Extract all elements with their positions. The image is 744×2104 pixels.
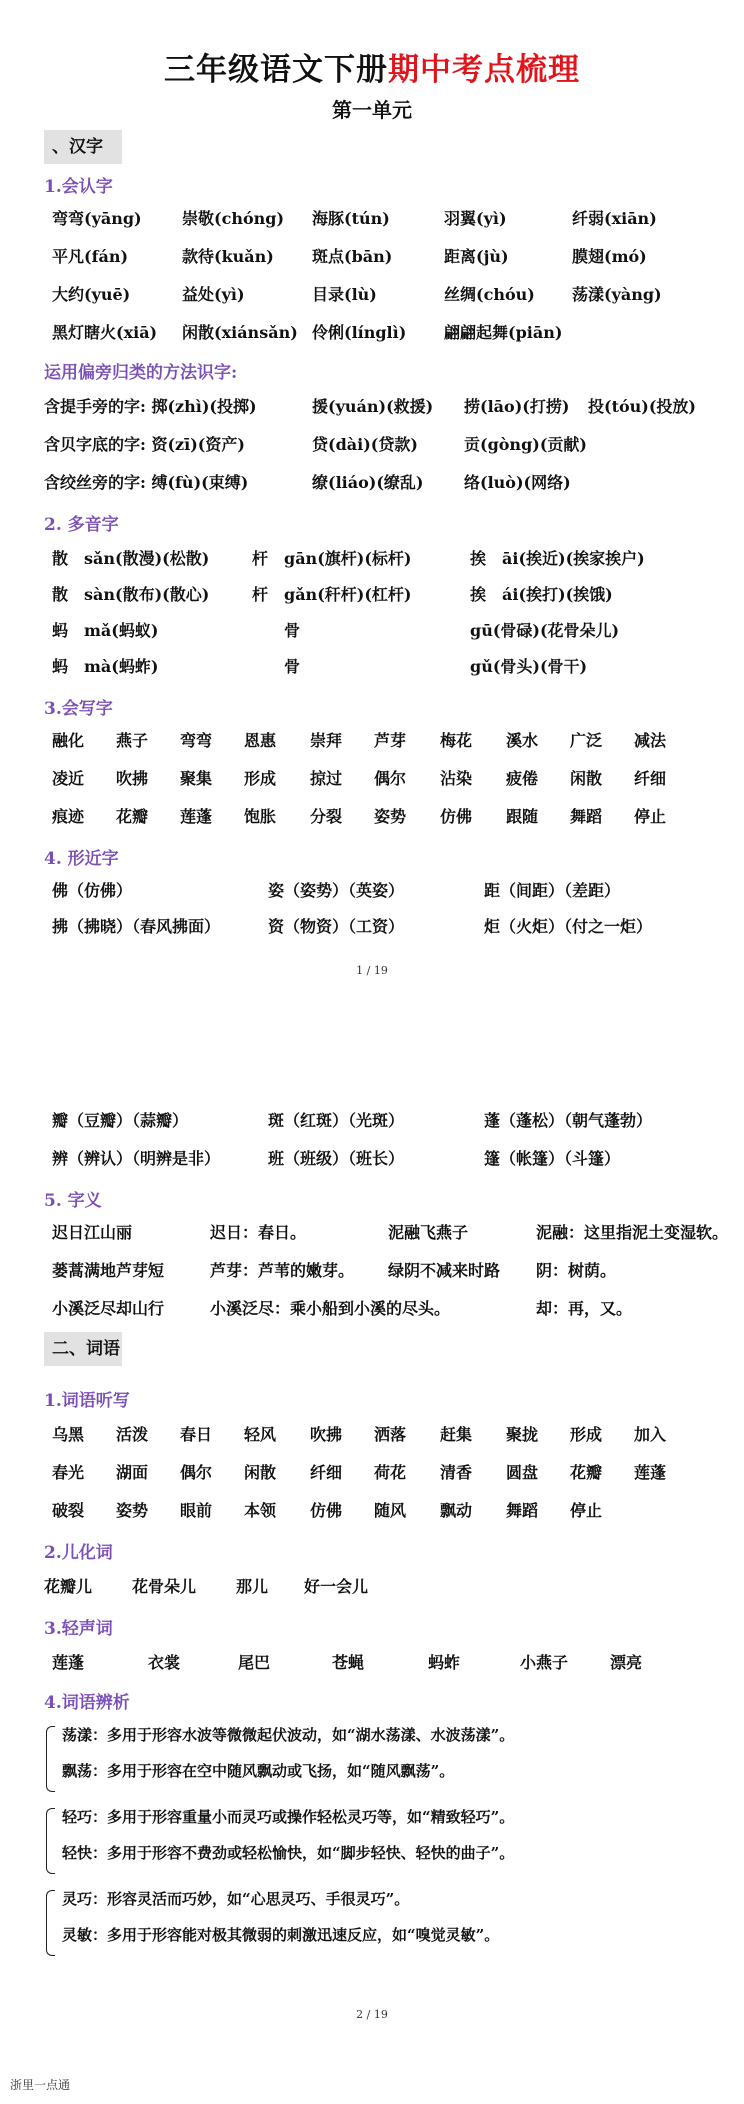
polyphone-entry: 杆 (252, 549, 269, 568)
word-distinction-entry: 荡漾：多用于形容水波等微微起伏波动，如“湖水荡漾、水波荡漾”。 (62, 1726, 515, 1744)
dictation-word: 加入 (634, 1425, 667, 1444)
word-with-pinyin: 大约(yuē) (52, 285, 131, 304)
dictation-word: 本领 (244, 1501, 277, 1520)
polyphone-entry: 挨 (470, 585, 487, 604)
page-title (0, 44, 744, 89)
brace-bracket (46, 1890, 55, 1956)
meaning-entry: 芦芽：芦苇的嫩芽。 (210, 1261, 355, 1280)
writing-word: 梅花 (440, 731, 473, 750)
polyphone-entry: 蚂 (52, 657, 69, 676)
subheading-bianxi: 4.词语辨析 (44, 1693, 130, 1713)
erhua-word: 花骨朵儿 (132, 1577, 197, 1596)
polyphone-entry: 挨 (470, 549, 487, 568)
writing-word: 莲蓬 (180, 807, 213, 826)
word-with-pinyin: 羽翼(yì) (444, 209, 507, 228)
meaning-entry: 绿阴不减来时路 (388, 1261, 501, 1280)
similar-char-entry: 炬（火炬）（付之一炬） (484, 917, 653, 936)
word-with-pinyin: 款待(kuǎn) (182, 247, 274, 266)
radical-group-entry: 缭(liáo)(缭乱) (312, 473, 424, 492)
watermark: 浙里一点通 (10, 2078, 71, 2092)
brace-bracket (46, 1808, 55, 1874)
writing-word: 芦芽 (374, 731, 407, 750)
brace-bracket (46, 1726, 55, 1792)
meaning-entry: 阴：树荫。 (536, 1261, 617, 1280)
meaning-entry: 小溪泛尽却山行 (52, 1299, 165, 1318)
dictation-word: 赶集 (440, 1425, 473, 1444)
subheading-pianpang: 运用偏旁归类的方法识字: (44, 363, 238, 383)
polyphone-entry: mǎ(蚂蚁) (84, 621, 159, 640)
dictation-word: 莲蓬 (634, 1463, 667, 1482)
writing-word: 疲倦 (506, 769, 539, 788)
polyphone-entry: 杆 (252, 585, 269, 604)
writing-word: 崇拜 (310, 731, 343, 750)
word-with-pinyin: 丝绸(chóu) (444, 285, 535, 304)
dictation-word: 圆盘 (506, 1463, 539, 1482)
unit-subtitle: 第一单元 (332, 98, 412, 122)
similar-char-entry: 佛（仿佛） (52, 881, 133, 900)
dictation-word: 姿势 (116, 1501, 149, 1520)
writing-word: 吹拂 (116, 769, 149, 788)
word-distinction-entry: 飘荡：多用于形容在空中随风飘动或飞扬，如“随风飘荡”。 (62, 1762, 455, 1780)
section-heading-hanzi: 、汉字 (44, 130, 122, 164)
polyphone-entry: 骨 (284, 657, 301, 676)
writing-word: 闲散 (570, 769, 603, 788)
similar-char-entry: 瓣（豆瓣）（蒜瓣） (52, 1111, 189, 1130)
subheading-qingsheng: 3.轻声词 (44, 1619, 113, 1639)
meaning-entry: 迟日：春日。 (210, 1223, 307, 1242)
light-tone-word: 衣裳 (148, 1653, 181, 1672)
word-distinction-entry: 灵巧：形容灵活而巧妙，如“心思灵巧、手很灵巧”。 (62, 1890, 410, 1908)
dictation-word: 眼前 (180, 1501, 213, 1520)
word-with-pinyin: 益处(yì) (182, 285, 245, 304)
light-tone-word: 苍蝇 (332, 1653, 365, 1672)
radical-group-entry: 援(yuán)(救援) (312, 397, 434, 416)
similar-char-entry: 距（间距）（差距） (484, 881, 621, 900)
writing-word: 形成 (244, 769, 277, 788)
dictation-word: 舞蹈 (506, 1501, 539, 1520)
writing-word: 溪水 (506, 731, 539, 750)
meaning-entry: 却：再，又。 (536, 1299, 633, 1318)
dictation-word: 闲散 (244, 1463, 277, 1482)
page-number-2: 2 / 19 (356, 2008, 388, 2021)
dictation-word: 聚拢 (506, 1425, 539, 1444)
dictation-word: 荷花 (374, 1463, 407, 1482)
dictation-word: 形成 (570, 1425, 603, 1444)
writing-word: 分裂 (310, 807, 343, 826)
title-highlight: 期中考点梳理 (388, 52, 580, 88)
word-with-pinyin: 闲散(xiánsǎn) (182, 323, 298, 342)
dictation-word: 乌黑 (52, 1425, 85, 1444)
light-tone-word: 蚂蚱 (428, 1653, 461, 1672)
dictation-word: 洒落 (374, 1425, 407, 1444)
light-tone-word: 漂亮 (610, 1653, 643, 1672)
dictation-word: 仿佛 (310, 1501, 343, 1520)
writing-word: 掠过 (310, 769, 343, 788)
writing-word: 沾染 (440, 769, 473, 788)
meaning-entry: 迟日江山丽 (52, 1223, 133, 1242)
word-with-pinyin: 距离(jù) (444, 247, 509, 266)
radical-group-entry: 捞(lāo)(打捞) (464, 397, 570, 416)
word-with-pinyin: 膜翅(mó) (572, 247, 647, 266)
writing-word: 燕子 (116, 731, 149, 750)
dictation-word: 春日 (180, 1425, 213, 1444)
writing-word: 聚集 (180, 769, 213, 788)
writing-word: 跟随 (506, 807, 539, 826)
dictation-word: 吹拂 (310, 1425, 343, 1444)
word-with-pinyin: 崇敬(chóng) (182, 209, 285, 228)
subheading-huixiezi: 3.会写字 (44, 699, 113, 719)
writing-word: 纤细 (634, 769, 667, 788)
dictation-word: 破裂 (52, 1501, 85, 1520)
word-with-pinyin: 目录(lù) (312, 285, 377, 304)
similar-char-entry: 拂（拂晓）（春风拂面） (52, 917, 221, 936)
radical-group-entry: 贷(dài)(贷款) (312, 435, 418, 454)
polyphone-entry: gū(骨碌)(花骨朵儿) (470, 621, 620, 640)
writing-word: 弯弯 (180, 731, 213, 750)
polyphone-entry: 蚂 (52, 621, 69, 640)
word-with-pinyin: 伶俐(línglì) (312, 323, 407, 342)
title-main: 三年级语文下册 (164, 52, 388, 88)
subheading-erhua: 2.儿化词 (44, 1543, 113, 1563)
word-with-pinyin: 海豚(tún) (312, 209, 390, 228)
dictation-word: 活泼 (116, 1425, 149, 1444)
radical-group-entry: 络(luò)(网络) (464, 473, 571, 492)
dictation-word: 飘动 (440, 1501, 473, 1520)
erhua-word: 好一会儿 (304, 1577, 369, 1596)
word-with-pinyin: 弯弯(yāng) (52, 209, 142, 228)
writing-word: 仿佛 (440, 807, 473, 826)
erhua-word: 那儿 (236, 1577, 269, 1596)
polyphone-entry: gǎn(秆杆)(杠杆) (284, 585, 412, 604)
word-with-pinyin: 黑灯瞎火(xiā) (52, 323, 158, 342)
light-tone-word: 莲蓬 (52, 1653, 85, 1672)
meaning-entry: 泥融：这里指泥土变湿软。 (536, 1223, 729, 1242)
similar-char-entry: 篷（帐篷）（斗篷） (484, 1149, 621, 1168)
similar-char-entry: 姿（姿势）（英姿） (268, 881, 405, 900)
similar-char-entry: 斑（红斑）（光斑） (268, 1111, 405, 1130)
section-heading-ciyu: 二、词语 (44, 1332, 122, 1366)
word-with-pinyin: 荡漾(yàng) (572, 285, 662, 304)
dictation-word: 轻风 (244, 1425, 277, 1444)
polyphone-entry: mà(蚂蚱) (84, 657, 159, 676)
subheading-ziyi: 5. 字义 (44, 1191, 102, 1211)
polyphone-entry: gān(旗杆)(标杆) (284, 549, 412, 568)
writing-word: 偶尔 (374, 769, 407, 788)
erhua-word: 花瓣儿 (44, 1577, 93, 1596)
word-with-pinyin: 平凡(fán) (52, 247, 129, 266)
similar-char-entry: 蓬（蓬松）（朝气蓬勃） (484, 1111, 653, 1130)
subheading-huirenzi: 1.会认字 (44, 177, 113, 197)
dictation-word: 清香 (440, 1463, 473, 1482)
writing-word: 融化 (52, 731, 85, 750)
polyphone-entry: 骨 (284, 621, 301, 640)
meaning-entry: 泥融飞燕子 (388, 1223, 469, 1242)
writing-word: 痕迹 (52, 807, 85, 826)
writing-word: 姿势 (374, 807, 407, 826)
word-with-pinyin: 纤弱(xiān) (572, 209, 657, 228)
writing-word: 减法 (634, 731, 667, 750)
polyphone-entry: ái(挨打)(挨饿) (502, 585, 613, 604)
polyphone-entry: sǎn(散漫)(松散) (84, 549, 210, 568)
subheading-xingjinzi: 4. 形近字 (44, 849, 119, 869)
similar-char-entry: 辨（辨认）（明辨是非） (52, 1149, 221, 1168)
polyphone-entry: 散 (52, 549, 69, 568)
dictation-word: 花瓣 (570, 1463, 603, 1482)
radical-group-entry: 贡(gòng)(贡献) (464, 435, 587, 454)
writing-word: 花瓣 (116, 807, 149, 826)
dictation-word: 湖面 (116, 1463, 149, 1482)
word-with-pinyin: 斑点(bān) (312, 247, 393, 266)
polyphone-entry: gǔ(骨头)(骨干) (470, 657, 588, 676)
subheading-duoyinzi: 2. 多音字 (44, 515, 119, 535)
writing-word: 停止 (634, 807, 667, 826)
word-distinction-entry: 灵敏：多用于形容能对极其微弱的刺激迅速反应，如“嗅觉灵敏”。 (62, 1926, 500, 1944)
polyphone-entry: 散 (52, 585, 69, 604)
subheading-tingxie: 1.词语听写 (44, 1391, 130, 1411)
radical-group-entry: 投(tóu)(投放) (588, 397, 696, 416)
word-with-pinyin: 翩翩起舞(piān) (444, 323, 563, 342)
light-tone-word: 尾巴 (238, 1653, 271, 1672)
writing-word: 舞蹈 (570, 807, 603, 826)
polyphone-entry: sàn(散布)(散心) (84, 585, 210, 604)
similar-char-entry: 资（物资）（工资） (268, 917, 405, 936)
polyphone-entry: āi(挨近)(挨家挨户) (502, 549, 645, 568)
writing-word: 凌近 (52, 769, 85, 788)
radical-group-entry: 含提手旁的字: 掷(zhì)(投掷) (44, 397, 257, 416)
radical-group-entry: 含贝字底的字: 资(zī)(资产) (44, 435, 245, 454)
dictation-word: 停止 (570, 1501, 603, 1520)
writing-word: 广泛 (570, 731, 603, 750)
word-distinction-entry: 轻快：多用于形容不费劲或轻松愉快，如“脚步轻快、轻快的曲子”。 (62, 1844, 515, 1862)
dictation-word: 随风 (374, 1501, 407, 1520)
word-distinction-entry: 轻巧：多用于形容重量小而灵巧或操作轻松灵巧等，如“精致轻巧”。 (62, 1808, 515, 1826)
writing-word: 饱胀 (244, 807, 277, 826)
dictation-word: 纤细 (310, 1463, 343, 1482)
similar-char-entry: 班（班级）（班长） (268, 1149, 405, 1168)
meaning-entry: 小溪泛尽：乘小船到小溪的尽头。 (210, 1299, 451, 1318)
writing-word: 恩惠 (244, 731, 277, 750)
dictation-word: 偶尔 (180, 1463, 213, 1482)
radical-group-entry: 含绞丝旁的字: 缚(fù)(束缚) (44, 473, 249, 492)
light-tone-word: 小燕子 (520, 1653, 569, 1672)
page-number-1: 1 / 19 (356, 964, 388, 977)
dictation-word: 春光 (52, 1463, 85, 1482)
meaning-entry: 蒌蒿满地芦芽短 (52, 1261, 165, 1280)
